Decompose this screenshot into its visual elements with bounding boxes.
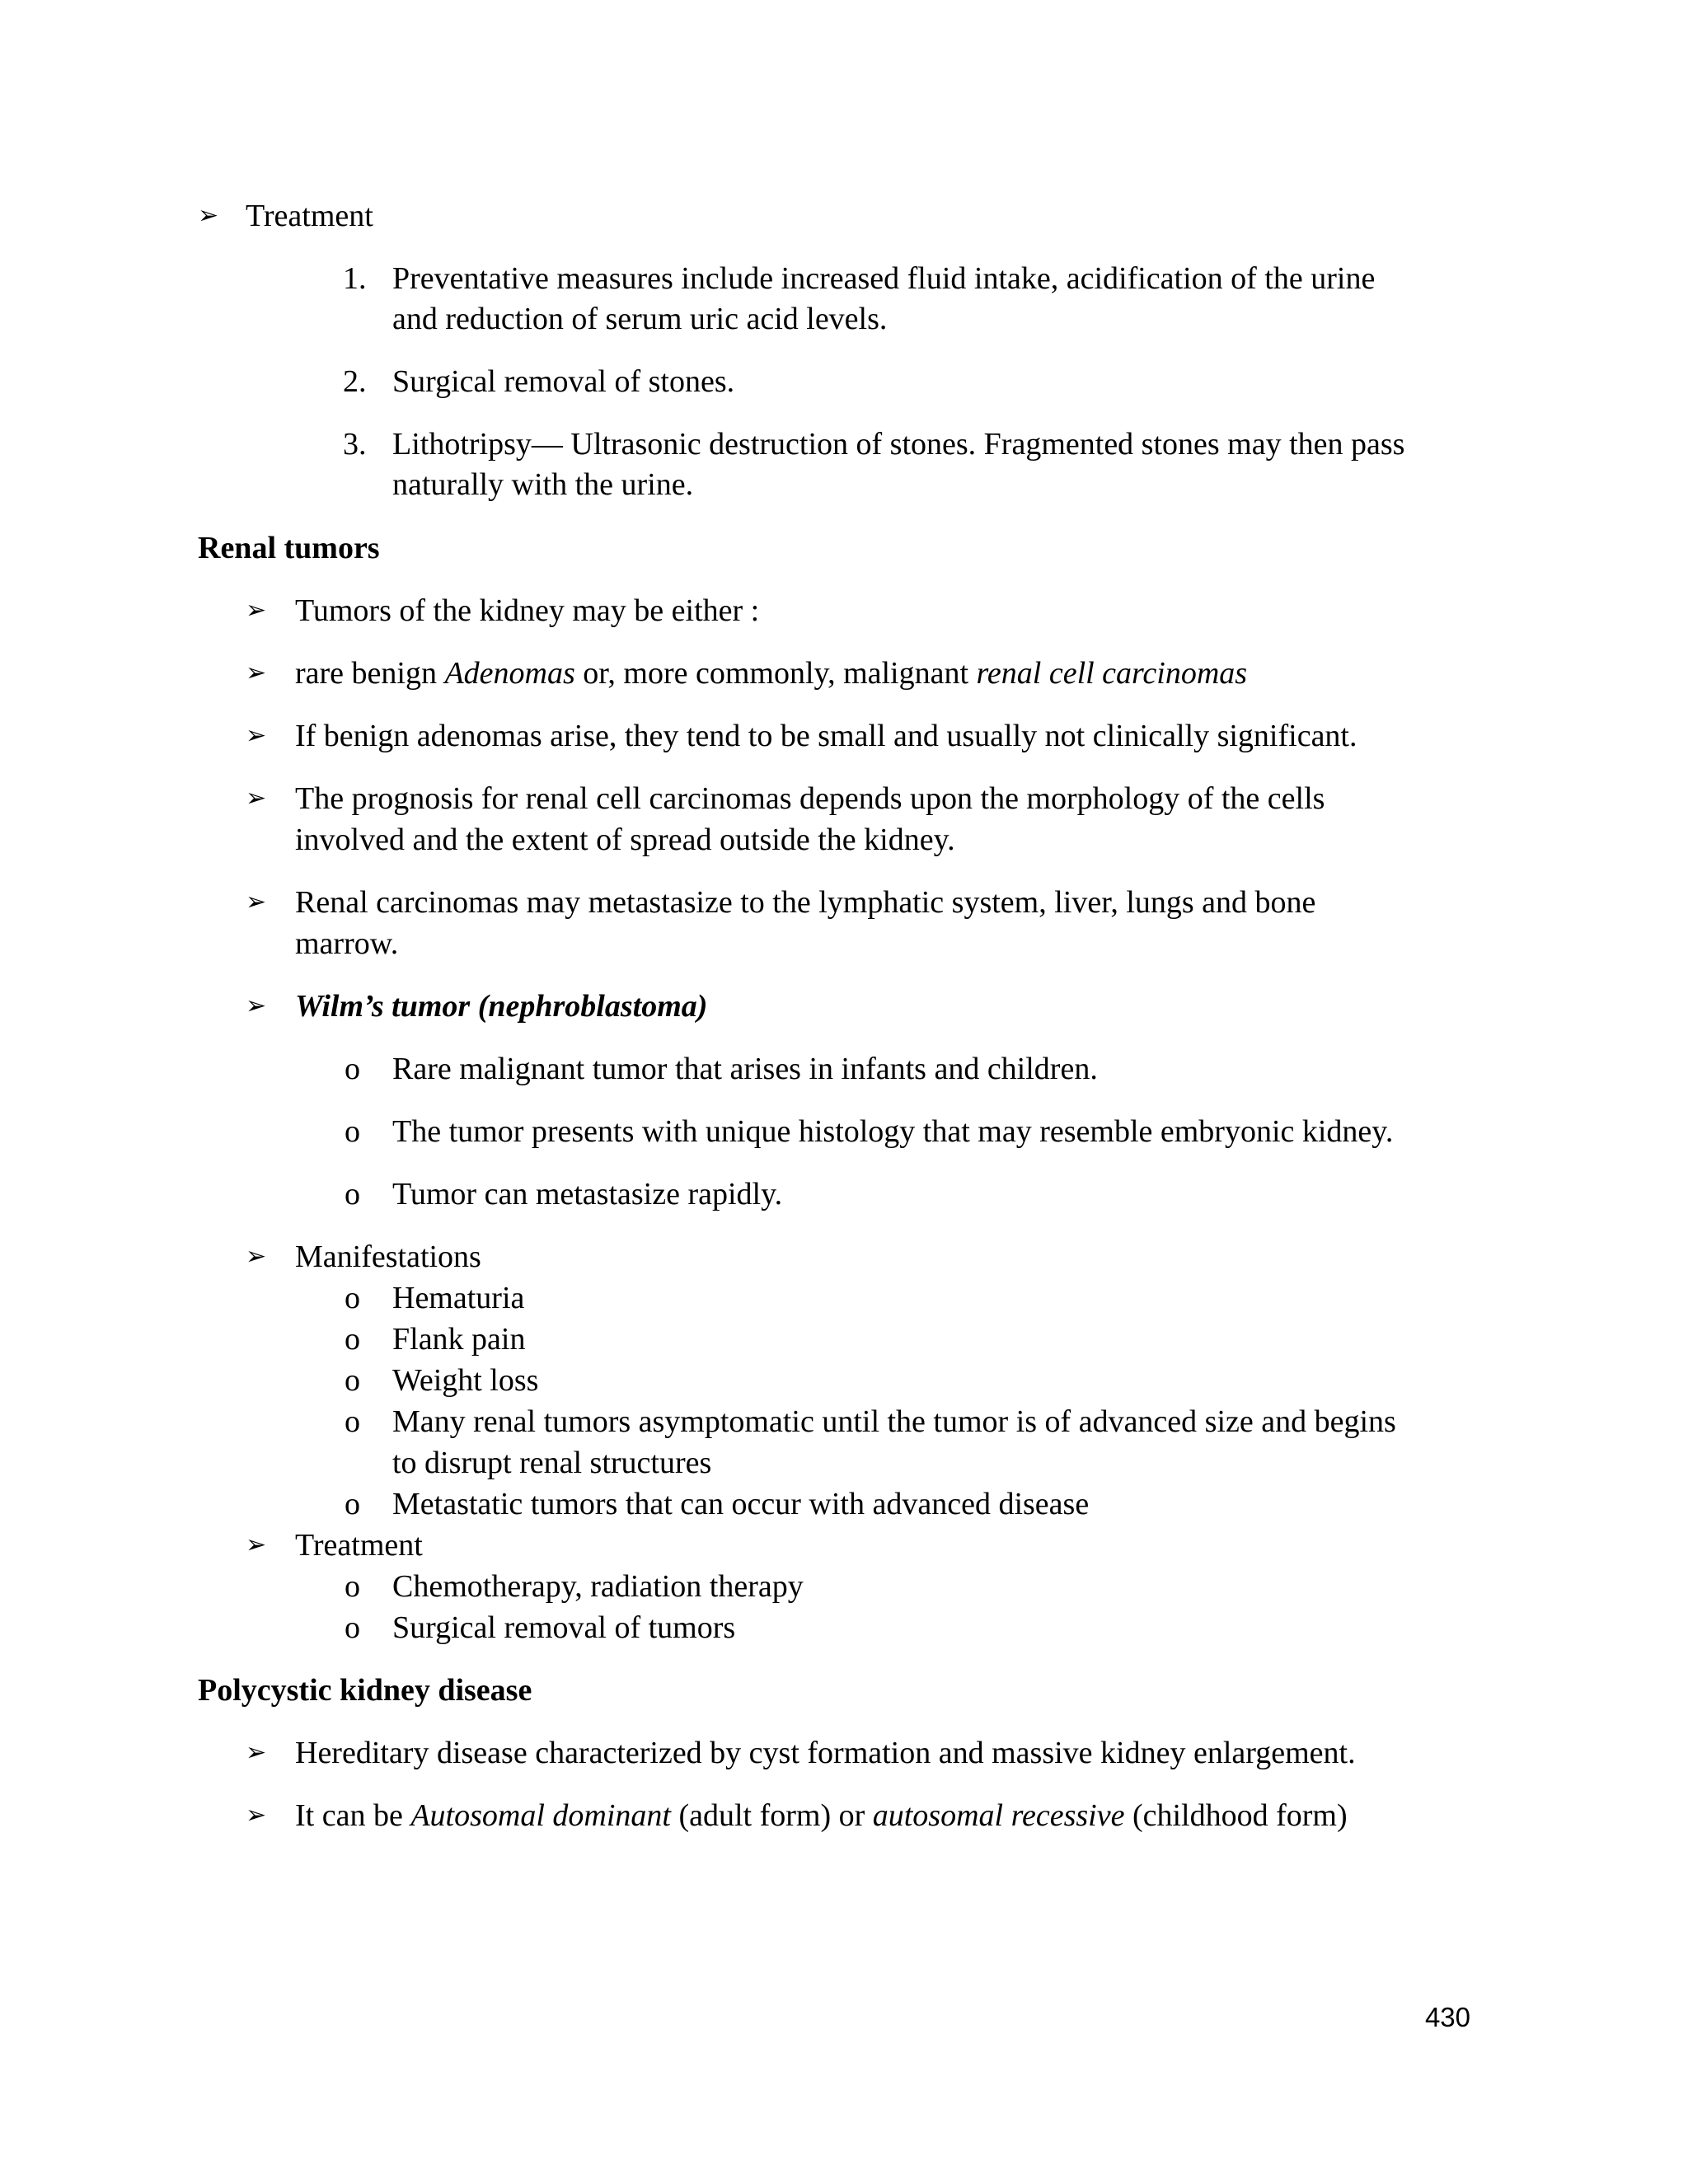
- metastasis-line-1: Renal carcinomas may metastasize to the lymphatic system, liver, lungs and bone: [295, 885, 1316, 920]
- list-number: 2.: [343, 364, 367, 399]
- circle-bullet-icon: o: [345, 1114, 360, 1149]
- manifestation-item: Hematuria: [392, 1281, 525, 1315]
- tumor-treatment-item: Chemotherapy, radiation therapy: [392, 1569, 804, 1604]
- treatment-item-3-line-1: Lithotripsy— Ultrasonic destruction of stones. Fragmented stones may then pass: [392, 427, 1405, 462]
- manifestation-item: Many renal tumors asymptomatic until the tumor is of advanced size and begins: [392, 1404, 1396, 1439]
- wilms-point-2: The tumor presents with unique histology that may resemble embryonic kidney.: [392, 1114, 1394, 1149]
- benign-adenomas-text: If benign adenomas arise, they tend to be small and usually not clinically significant.: [295, 719, 1357, 753]
- wilms-point-1: Rare malignant tumor that arises in infants and children.: [392, 1052, 1098, 1086]
- pkd-inheritance: It can be Autosomal dominant (adult form) or autosomal recessive (childhood form): [295, 1798, 1348, 1833]
- arrow-bullet-icon: ➢: [246, 721, 267, 750]
- circle-bullet-icon: o: [345, 1177, 360, 1212]
- tumor-treatment-item: Surgical removal of tumors: [392, 1610, 736, 1645]
- arrow-bullet-icon: ➢: [246, 784, 267, 813]
- autosomal-recessive-term: autosomal recessive: [872, 1798, 1125, 1833]
- arrow-bullet-icon: ➢: [246, 1530, 267, 1559]
- circle-bullet-icon: o: [345, 1404, 360, 1439]
- arrow-bullet-icon: ➢: [246, 596, 267, 625]
- treatment-item-2: Surgical removal of stones.: [392, 364, 735, 399]
- manifestations-label: Manifestations: [295, 1240, 481, 1274]
- circle-bullet-icon: o: [345, 1487, 360, 1521]
- pkd-description: Hereditary disease characterized by cyst formation and massive kidney enlargement.: [295, 1736, 1356, 1770]
- arrow-bullet-icon: ➢: [246, 1738, 267, 1767]
- treatment-item-1-line-1: Preventative measures include increased fluid intake, acidification of the urine: [392, 261, 1376, 296]
- arrow-bullet-icon: ➢: [246, 658, 267, 687]
- renal-tumors-intro: Tumors of the kidney may be either :: [295, 593, 760, 628]
- arrow-bullet-icon: ➢: [198, 201, 219, 230]
- circle-bullet-icon: o: [345, 1322, 360, 1357]
- circle-bullet-icon: o: [345, 1610, 360, 1645]
- adenomas-term: Adenomas: [444, 656, 575, 691]
- section-heading-pkd: Polycystic kidney disease: [198, 1673, 532, 1708]
- circle-bullet-icon: o: [345, 1569, 360, 1604]
- autosomal-dominant-term: Autosomal dominant: [410, 1798, 671, 1833]
- manifestation-item: Metastatic tumors that can occur with advanced disease: [392, 1487, 1090, 1521]
- circle-bullet-icon: o: [345, 1052, 360, 1086]
- circle-bullet-icon: o: [345, 1363, 360, 1398]
- renal-tumors-types: rare benign Adenomas or, more commonly, malignant renal cell carcinomas: [295, 656, 1248, 691]
- list-number: 1.: [343, 261, 367, 296]
- section-heading-renal-tumors: Renal tumors: [198, 531, 380, 565]
- list-number: 3.: [343, 427, 367, 462]
- metastasis-line-2: marrow.: [295, 926, 399, 961]
- circle-bullet-icon: o: [345, 1281, 360, 1315]
- treatment-label: Treatment: [246, 199, 373, 233]
- wilms-point-3: Tumor can metastasize rapidly.: [392, 1177, 783, 1212]
- arrow-bullet-icon: ➢: [246, 888, 267, 916]
- tumor-treatment-label: Treatment: [295, 1528, 423, 1563]
- wilms-tumor-title: Wilm’s tumor (nephroblastoma): [295, 989, 708, 1024]
- treatment-item-1-line-2: and reduction of serum uric acid levels.: [392, 302, 888, 336]
- manifestation-item-continuation: to disrupt renal structures: [392, 1446, 712, 1480]
- prognosis-line-2: involved and the extent of spread outside the kidney.: [295, 823, 955, 857]
- manifestation-item: Flank pain: [392, 1322, 526, 1357]
- prognosis-line-1: The prognosis for renal cell carcinomas depends upon the morphology of the cells: [295, 781, 1325, 816]
- arrow-bullet-icon: ➢: [246, 991, 267, 1020]
- manifestation-item: Weight loss: [392, 1363, 539, 1398]
- arrow-bullet-icon: ➢: [246, 1242, 267, 1271]
- arrow-bullet-icon: ➢: [246, 1801, 267, 1830]
- renal-cell-carcinomas-term: renal cell carcinomas: [976, 656, 1248, 691]
- page-number: 430: [1424, 2002, 1470, 2032]
- treatment-item-3-line-2: naturally with the urine.: [392, 467, 694, 502]
